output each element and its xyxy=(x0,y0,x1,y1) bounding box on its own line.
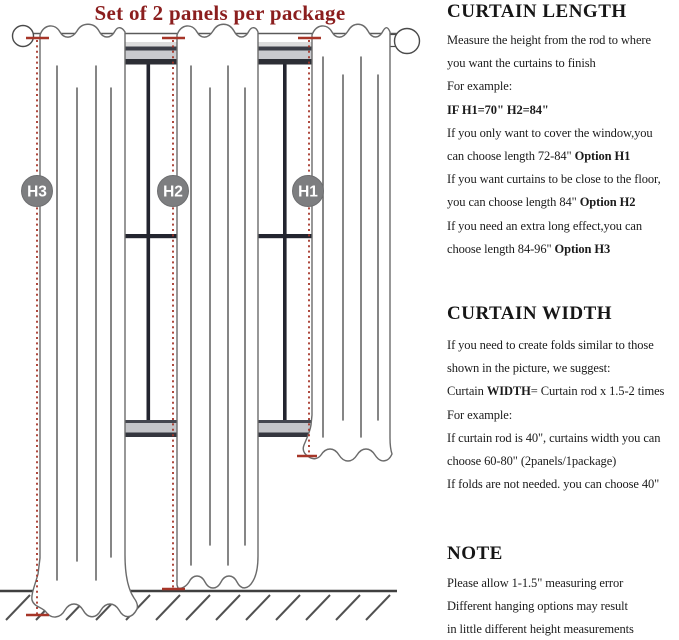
curtain-panel-h2 xyxy=(177,24,258,588)
text-line: For example: xyxy=(447,79,513,94)
finial-right-icon xyxy=(395,29,420,54)
text-line: If you need to create folds similar to those xyxy=(447,338,654,352)
diagram-title: Set of 2 panels per package xyxy=(94,1,346,25)
window-rail xyxy=(122,234,180,238)
section-heading-curtain-length: CURTAIN LENGTH xyxy=(447,1,627,22)
section-heading-note: NOTE xyxy=(447,543,503,564)
text-line: If you want curtains to be close to the floor, xyxy=(447,172,661,187)
section-heading-curtain-width: CURTAIN WIDTH xyxy=(447,303,613,324)
text-line: If curtain rod is 40", curtains width you can xyxy=(447,430,661,445)
h3-badge-label: H3 xyxy=(27,183,47,201)
window-rail xyxy=(254,234,316,238)
note-paragraph xyxy=(447,572,679,640)
h1-badge xyxy=(293,176,324,207)
text-line: If you only want to cover the window,you xyxy=(447,125,653,140)
text-line: in little different height measurements xyxy=(447,622,634,637)
text-line: For example: xyxy=(447,407,513,422)
text-line: Please allow 1-1.5" measuring error xyxy=(447,576,624,590)
finial-left-icon xyxy=(13,26,34,47)
text-line: If folds are not needed. you can choose 40" xyxy=(447,477,660,492)
text-line: If you need an extra long effect,you can xyxy=(447,218,642,233)
text-line: Different hanging options may result xyxy=(447,599,628,614)
h1-badge-label: H1 xyxy=(298,183,318,201)
text-line: can choose length 72-84" Option H1 xyxy=(447,148,631,163)
curtain-length-paragraph xyxy=(447,29,679,261)
text-line: Measure the height from the rod to where xyxy=(447,33,651,47)
text-line: shown in the picture, we suggest: xyxy=(447,361,611,376)
text-line: you can choose length 84" Option H2 xyxy=(447,195,636,210)
curtain-panel-h3 xyxy=(32,24,138,617)
window-left xyxy=(122,42,180,437)
text-line: Curtain WIDTH= Curtain rod x 1.5-2 times xyxy=(447,384,665,399)
window-right xyxy=(254,42,316,437)
info-column xyxy=(447,0,679,640)
window-mullion xyxy=(283,65,287,421)
text-line: IF H1=70" H2=84" xyxy=(447,102,549,117)
text-line: you want the curtains to finish xyxy=(447,56,596,71)
curtain-width-paragraph xyxy=(447,334,679,496)
text-line: choose 60-80" (2panels/1package) xyxy=(447,453,617,468)
curtain-panel-h1 xyxy=(303,24,392,461)
h2-badge xyxy=(158,176,189,207)
text-line: choose length 84-96" Option H3 xyxy=(447,241,611,256)
h2-badge-label: H2 xyxy=(163,183,183,201)
window-mullion xyxy=(147,65,151,421)
h3-badge xyxy=(22,176,53,207)
